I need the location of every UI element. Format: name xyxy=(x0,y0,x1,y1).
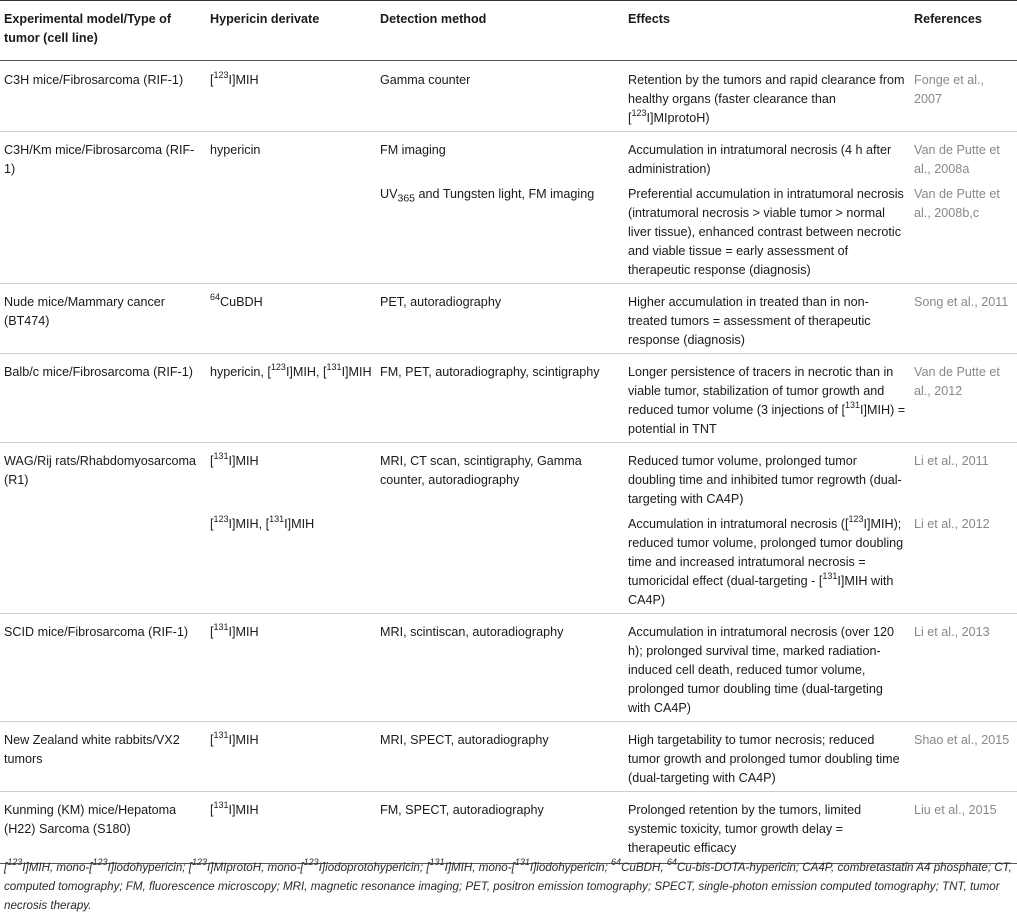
superscript: 123 xyxy=(631,108,647,118)
cell-method xyxy=(376,509,624,614)
cell-reference: Liu et al., 2015 xyxy=(910,792,1017,864)
cell-model xyxy=(0,179,206,284)
text-part: I]MIH xyxy=(228,625,259,639)
superscript: 123 xyxy=(270,362,286,372)
cell-method: FM, SPECT, autoradiography xyxy=(376,792,624,864)
superscript: 131 xyxy=(213,622,229,632)
cell-reference: Li et al., 2011 xyxy=(914,454,989,468)
header-model: Experimental model/Type of tumor (cell line) xyxy=(0,1,206,61)
superscript: 131 xyxy=(213,800,229,810)
text-part: I]MIprotoH, mono-[ xyxy=(207,861,304,874)
header-derivate: Hypericin derivate xyxy=(206,1,376,61)
cell-model: Kunming (KM) mice/Hepatoma (H22) Sarcoma (S180) xyxy=(0,792,206,864)
header-detection-method: Detection method xyxy=(376,1,624,61)
text-part: I]MIH xyxy=(228,733,259,747)
superscript: 64 xyxy=(611,857,622,867)
superscript: 131 xyxy=(213,730,229,740)
text-part: I]MIH xyxy=(284,517,315,531)
cell-derivate xyxy=(206,61,376,132)
text-part: I]MIH xyxy=(341,365,372,379)
cell-derivate xyxy=(206,443,376,510)
cell-derivate xyxy=(206,792,376,864)
text-part: I]iodohypericin; xyxy=(529,861,612,874)
table-header xyxy=(0,1,1017,61)
superscript: 131 xyxy=(822,571,838,581)
cell-model xyxy=(0,509,206,614)
text-part: I]MIH, [ xyxy=(285,365,327,379)
subscript: 365 xyxy=(397,192,416,205)
cell-model: Nude mice/Mammary cancer (BT474) xyxy=(0,284,206,354)
text-part: [ xyxy=(4,861,8,874)
text-part: CuBDH xyxy=(220,295,263,309)
text-part: I]MIH xyxy=(228,803,259,817)
table-row xyxy=(0,509,1017,614)
text-part: Retention by the tumors and rapid clearance from healthy organs (faster clearance than [ xyxy=(628,73,905,125)
superscript: 123 xyxy=(92,857,108,867)
header-references: References xyxy=(910,1,1017,61)
table-body xyxy=(0,61,1017,864)
superscript: 131 xyxy=(429,857,445,867)
text-part: I]iodohypericin; [ xyxy=(107,861,192,874)
header-row xyxy=(0,1,1017,61)
cell-effect: Accumulation in intratumoral necrosis (over 120 h); prolonged survival time, marked radiation-induced cell death, reduced tumor volume, prolonged tumor doubling time (dual-targeting with CA4P) xyxy=(624,614,910,722)
table-row xyxy=(0,792,1017,864)
superscript: 64 xyxy=(210,292,221,302)
text-part: [ xyxy=(210,803,214,817)
text-part: Cu-bis-DOTA-hypericin; CA4P, combretastatin A4 phosphate; CT, computed tomography; FM, fluorescence microscopy; MRI, magnetic resonance imaging; PET, positron emission tomography; SPECT, single-photon emission computed tomography; TNT, tumor necrosis therapy. xyxy=(4,861,1012,912)
cell-reference: Song et al., 2011 xyxy=(910,284,1017,354)
table-row xyxy=(0,443,1017,510)
cell-model: C3H/Km mice/Fibrosarcoma (RIF-1) xyxy=(4,143,195,176)
superscript: 131 xyxy=(845,400,861,410)
text-part: [ xyxy=(210,454,214,468)
cell-reference: Fonge et al., 2007 xyxy=(910,61,1017,132)
cell-reference: Van de Putte et al., 2008a xyxy=(914,143,1000,176)
cell-derivate: hypericin xyxy=(210,143,261,157)
cell-method: FM imaging xyxy=(380,143,446,157)
cell-effect: Reduced tumor volume, prolonged tumor doubling time and inhibited tumor regrowth (dual-targeting with CA4P) xyxy=(628,454,902,506)
text-part: I]MIH with CA4P) xyxy=(628,574,894,607)
cell-method: MRI, SPECT, autoradiography xyxy=(376,722,624,792)
cell-reference: Li et al., 2012 xyxy=(910,509,1017,614)
cell-method: PET, autoradiography xyxy=(376,284,624,354)
text-part: I]iodoprotohypericin; [ xyxy=(318,861,430,874)
cell-effect: High targetability to tumor necrosis; reduced tumor growth and prolonged tumor doubling time (dual-targeting with CA4P) xyxy=(624,722,910,792)
table-row xyxy=(0,614,1017,722)
superscript: 123 xyxy=(213,514,229,524)
text-part: I]MIH xyxy=(228,73,259,87)
table-row xyxy=(0,284,1017,354)
superscript: 123 xyxy=(7,857,23,867)
cell-derivate xyxy=(206,354,376,443)
cell-derivate xyxy=(206,509,376,614)
cell-effect: Higher accumulation in treated than in non-treated tumors = assessment of therapeutic response (diagnosis) xyxy=(624,284,910,354)
cell-effect: Accumulation in intratumoral necrosis (4 h after administration) xyxy=(628,143,892,176)
cell-derivate xyxy=(206,722,376,792)
superscript: 131 xyxy=(213,451,229,461)
text-part: Accumulation in intratumoral necrosis ([ xyxy=(628,517,849,531)
superscript: 123 xyxy=(303,857,319,867)
table-footnote xyxy=(4,858,1012,915)
text-part: I]MIH, mono-[ xyxy=(444,861,515,874)
superscript: 123 xyxy=(848,514,864,524)
table-row xyxy=(0,132,1017,180)
cell-model: SCID mice/Fibrosarcoma (RIF-1) xyxy=(0,614,206,722)
text-part: I]MIH) = potential in TNT xyxy=(628,403,906,436)
cell-model: Balb/c mice/Fibrosarcoma (RIF-1) xyxy=(0,354,206,443)
text-part: I]MIH); reduced tumor volume, prolonged tumor doubling time and increased intratumoral necrosis = tumoricidal effect (dual-targeting - [ xyxy=(628,517,904,588)
text-part: I]MIH, [ xyxy=(228,517,270,531)
superscript: 131 xyxy=(269,514,285,524)
superscript: 131 xyxy=(326,362,342,372)
text-part: CuBDH, xyxy=(621,861,667,874)
cell-derivate xyxy=(206,284,376,354)
cell-effect xyxy=(624,61,910,132)
cell-reference: Van de Putte et al., 2012 xyxy=(910,354,1017,443)
cell-reference: Van de Putte et al., 2008b,c xyxy=(910,179,1017,284)
table-row xyxy=(0,354,1017,443)
text-part: I]MIH xyxy=(228,454,259,468)
cell-effect xyxy=(624,509,910,614)
table-row xyxy=(0,61,1017,132)
text-part: Longer persistence of tracers in necrotic than in viable tumor, stabilization of tumor growth and reduced tumor volume (3 injections of [ xyxy=(628,365,894,417)
cell-effect: Preferential accumulation in intratumoral necrosis (intratumoral necrosis > viable tumor > normal liver tissue), enhanced contrast between necrotic and viable tissue = early assessment of therapeutic response (diagnosis) xyxy=(624,179,910,284)
text-part: I]MIH, mono-[ xyxy=(22,861,93,874)
table-row xyxy=(0,722,1017,792)
cell-method: MRI, CT scan, scintigraphy, Gamma counter, autoradiography xyxy=(380,454,582,487)
text-part: [ xyxy=(210,625,214,639)
cell-model: C3H mice/Fibrosarcoma (RIF-1) xyxy=(0,61,206,132)
cell-method: MRI, scintiscan, autoradiography xyxy=(376,614,624,722)
text-part: and Tungsten light, FM imaging xyxy=(415,187,595,201)
superscript: 123 xyxy=(213,70,229,80)
superscript: 131 xyxy=(514,857,530,867)
cell-model: WAG/Rij rats/Rhabdomyosarcoma (R1) xyxy=(4,454,196,487)
text-part: hypericin, [ xyxy=(210,365,271,379)
cell-derivate xyxy=(206,614,376,722)
superscript: 64 xyxy=(666,857,677,867)
cell-method: Gamma counter xyxy=(376,61,624,132)
text-part: [ xyxy=(210,733,214,747)
cell-effect xyxy=(624,354,910,443)
cell-effect: Prolonged retention by the tumors, limited systemic toxicity, tumor growth delay = therapeutic efficacy xyxy=(624,792,910,864)
text-part: I]MIprotoH) xyxy=(646,111,710,125)
cell-model: New Zealand white rabbits/VX2 tumors xyxy=(0,722,206,792)
text-part: [ xyxy=(210,73,214,87)
cell-method: FM, PET, autoradiography, scintigraphy xyxy=(376,354,624,443)
superscript: 123 xyxy=(191,857,207,867)
text-part: UV xyxy=(380,187,398,201)
text-part: [ xyxy=(210,517,214,531)
cell-method xyxy=(376,179,624,284)
cell-derivate xyxy=(206,179,376,284)
header-effects: Effects xyxy=(624,1,910,61)
cell-reference: Li et al., 2013 xyxy=(910,614,1017,722)
cell-reference: Shao et al., 2015 xyxy=(910,722,1017,792)
table-row xyxy=(0,179,1017,284)
